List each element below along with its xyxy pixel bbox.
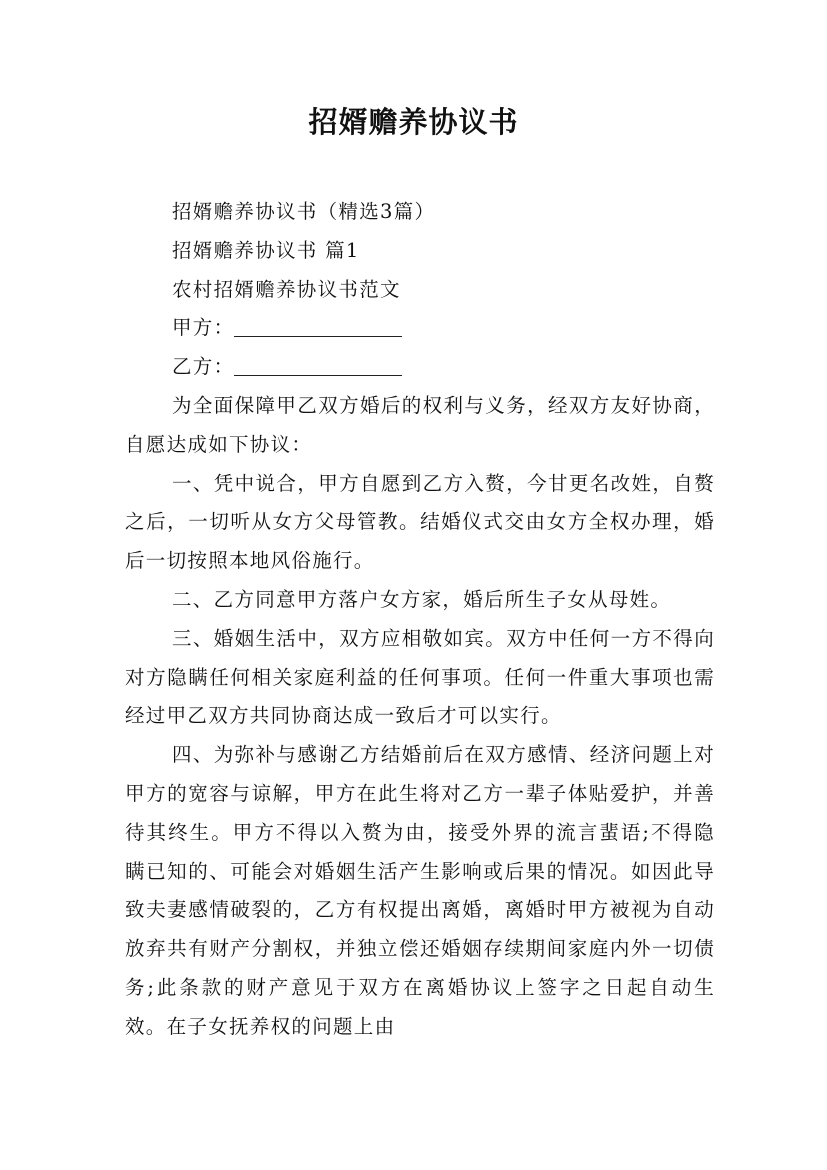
sample-heading: 农村招婿赡养协议书范文 xyxy=(172,277,401,301)
party-a-blank xyxy=(234,314,402,337)
document-title: 招婿赡养协议书 xyxy=(308,105,519,139)
clause-4: 四、为弥补与感谢乙方结婚前后在双方感情、经济问题上对甲方的宽容与谅解，甲方在此生将对乙方一辈子体贴爱护，并善待其终生。甲方不得以入赘为由，接受外界的流言蜚语;不得隐瞒已知的、可能会对婚姻生活产生影响或后果的情况。如因此导致夫妻感情破裂的，乙方有权提出离婚，离婚时甲方被视为自动放弃共有财产分割权，并独立偿还婚姻存续期间家庭内外一切债务;此条款的财产意见于双方在离婚协议上签字之日起自动生效。在子女抚养权的问题上由 xyxy=(125,743,715,1038)
party-b-label: 乙方： xyxy=(172,355,235,379)
clause-1: 一、凭中说合，甲方自愿到乙方入赘，今甘更名改姓，自赘之后，一切听从女方父母管教。结婚仪式交由女方全权办理，婚后一切按照本地风俗施行。 xyxy=(125,471,715,573)
party-b-blank xyxy=(234,353,402,376)
party-b-line xyxy=(125,348,715,387)
party-a-label: 甲方： xyxy=(172,316,235,340)
subtitle-paragraph: 招婿赡养协议书（精选3篇） xyxy=(172,200,436,223)
party-a-line xyxy=(125,309,715,348)
clause-3: 三、婚姻生活中，双方应相敬如宾。双方中任何一方不得向对方隐瞒任何相关家庭利益的任何事项。任何一件重大事项也需经过甲乙双方共同协商达成一致后才可以实行。 xyxy=(125,626,715,728)
clause-2: 二、乙方同意甲方落户女方家，婚后所生子女从母姓。 xyxy=(172,587,672,611)
section-heading: 招婿赡养协议书 篇1 xyxy=(172,238,360,262)
document-body xyxy=(125,193,715,1047)
intro-paragraph: 为全面保障甲乙双方婚后的权利与义务，经双方友好协商，自愿达成如下协议： xyxy=(125,393,715,456)
